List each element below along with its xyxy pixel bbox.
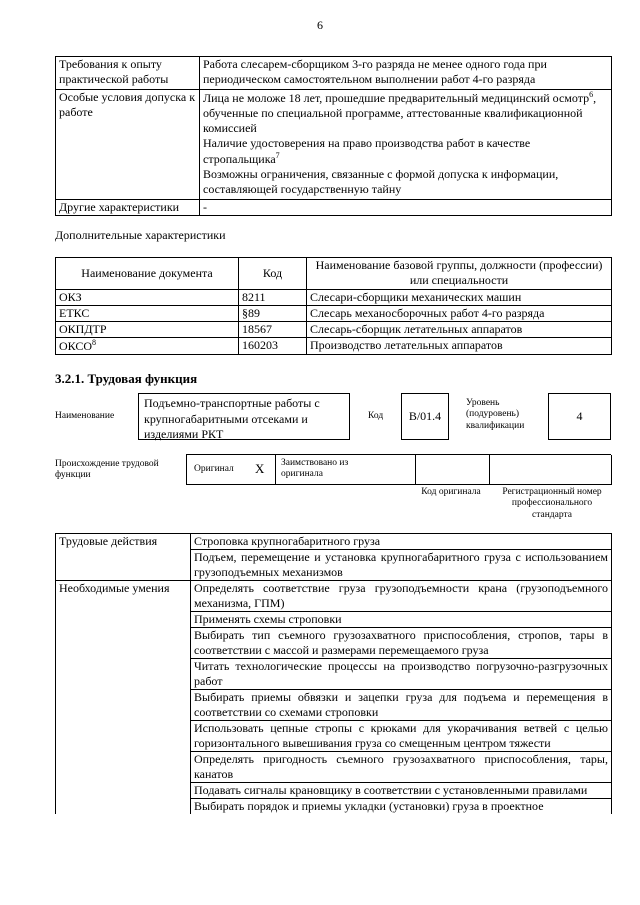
list-item: Применять схемы строповки [191,612,612,628]
code-label: Код [368,411,384,421]
cell: ЕТКС [56,306,239,322]
value-line: Лица не моложе 18 лет, прошедшие предварительный медицинский осмотр$^6$, обученные по специальной программе, аттестованные квалификационной комиссией [203,90,597,135]
cell: 18567 [239,322,307,338]
list-item: Выбирать тип съемного грузозахватного приспособления, стропов, тары в соответствии с массой и размерами перемещаемого груза [191,628,612,659]
table-row [56,322,612,338]
column-header: Код [239,258,307,290]
cell: §89 [239,306,307,322]
list-item: Читать технологические процессы на производство погрузочно-разгрузочных работ [191,659,612,690]
table-row [56,290,612,306]
row-label: Трудовые действия [56,534,191,581]
table-row [56,200,612,216]
page-number: 6 [317,18,323,32]
list-item: Определять пригодность съемного грузозахватного приспособления, тары, канатов [191,752,612,783]
row-value: Работа слесарем-сборщиком 3-го разряда не менее одного года при периодическом самостоятельном выполнении работ 4-го разряда [200,57,612,90]
column-header: Наименование базовой группы, должности (профессии) или специальности [307,258,612,290]
additional-title: Дополнительные характеристики [55,228,226,242]
row-label: Необходимые умения [56,581,191,815]
list-item: Определять соответствие груза грузоподъемности крана (грузоподъемного механизма, ГПМ) [191,581,612,612]
section-title: 3.2.1. Трудовая функция [55,371,198,386]
function-name: Подъемно-транспортные работы с крупногабаритными отсеками и изделиями РКТ [144,396,320,442]
list-item: Выбирать приемы обвязки и зацепки груза для подъема и перемещения в соответствии со схемами строповки [191,690,612,721]
value-line: Наличие удостоверения на право производства работ в качестве стропальщика$^7$ [203,136,531,166]
borrowed-label: Заимствовано из оригинала [281,458,349,480]
table-row [56,57,612,90]
cell: ОКЗ [56,290,239,306]
reg-number-caption: Регистрационный номер профессионального стандарта [502,487,602,520]
original-mark: X [255,461,265,476]
table-row [56,581,612,612]
requirements-table [55,56,612,216]
cell: ОКПДТР [56,322,239,338]
row-value: - [200,200,612,216]
code-value: B/01.4 [408,409,442,423]
function-details-table [55,533,612,814]
origin-label: Происхождение трудовой функции [55,459,159,481]
original-label: Оригинал [194,464,234,474]
function-name-box [138,393,350,440]
row-label: Другие характеристики [56,200,200,216]
level-label: Уровень (подуровень) квалификации [466,398,525,431]
table-header-row [56,258,612,290]
cell: Слесари-сборщики механических машин [307,290,612,306]
name-label: Наименование [55,411,115,421]
list-item: Строповка крупногабаритного груза [191,534,612,550]
additional-table [55,257,612,355]
table-row [56,338,612,355]
value-line: Возможны ограничения, связанные с формой допуска к информации, составляющей государственную тайну [203,167,559,196]
cell: 160203 [239,338,307,355]
table-row [56,534,612,550]
cell: 8211 [239,290,307,306]
table-row [56,90,612,200]
level-value: 4 [576,409,583,423]
row-value [200,90,612,200]
column-header: Наименование документа [56,258,239,290]
list-item: Выбирать порядок и приемы укладки (установки) груза в проектное [191,799,612,815]
row-label: Требования к опыту практической работы [56,57,200,90]
level-box [548,393,611,440]
list-item: Использовать цепные стропы с крюками для укорачивания ветвей с целью горизонтального вывешивания груза со смещенным центром тяжести [191,721,612,752]
table-row [56,306,612,322]
cell: Производство летательных аппаратов [307,338,612,355]
code-original-caption: Код оригинала [421,487,481,497]
list-item: Подъем, перемещение и установка крупногабаритного груза с использованием грузоподъемных механизмов [191,550,612,581]
row-label: Особые условия допуска к работе [56,90,200,200]
cell: ОКСО$^8$ [56,338,239,355]
cell: Слесарь-сборщик летательных аппаратов [307,322,612,338]
origin-box [186,454,611,485]
list-item: Подавать сигналы крановщику в соответствии с установленными правилами [191,783,612,799]
cell: Слесарь механосборочных работ 4-го разряда [307,306,612,322]
code-box [401,393,449,440]
